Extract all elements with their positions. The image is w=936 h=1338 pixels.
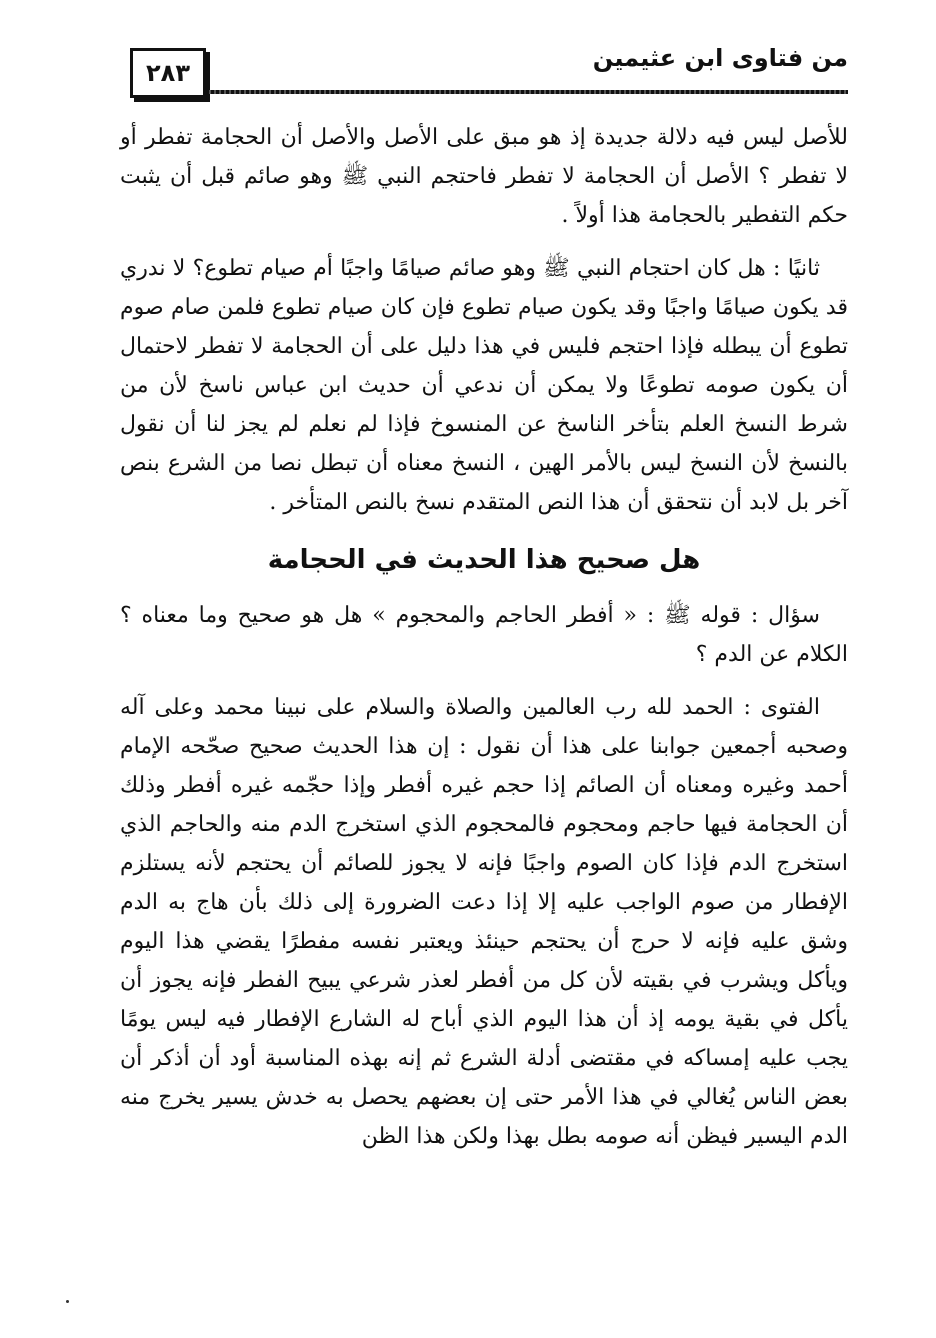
paragraph-continuation: للأصل ليس فيه دلالة جديدة إذ هو مبق على الأصل والأصل أن الحجامة تفطر أو لا تفطر ؟ الأصل أن الحجامة لا تفطر فاحتجم النبي ﷺ وهو صائم قبل أن يثبت حكم التفطير بالحجامة هذا أولاً .: [120, 125, 848, 228]
page-number: ٢٨٣: [146, 59, 190, 87]
page-body: [120, 118, 848, 1156]
paragraph-second-point: ثانيًا : هل كان احتجام النبي ﷺ وهو صائم صيامًا واجبًا أم صيام تطوع؟ لا ندري قد يكون صيامًا واجبًا وقد يكون صيام تطوع فإن كان صيام تطوع فلمن صام صوم تطوع أن يبطله فإذا احتجم فليس في هذا دليل على أن الحجامة لا تفطر لاحتمال أن يكون صومه تطوعًا ولا يمكن أن ندعي أن حديث ابن عباس ناسخ لأن من شرط النسخ العلم بتأخر الناسخ عن المنسوخ فإذا لم نعلم لم يجز لنا أن نقول بالنسخ لأن النسخ ليس بالأمر الهين ، النسخ معناه أن تبطل نصا من الشرع بنص آخر بل لابد أن نتحقق أن هذا النص المتقدم نسخ بالنص المتأخر .: [120, 256, 848, 515]
section-heading: هل صحيح هذا الحديث في الحجامة: [267, 545, 701, 575]
running-title: من فتاوى ابن عثيمين: [592, 44, 848, 72]
page-number-box: [130, 48, 206, 98]
fatwa-paragraph: الفتوى : الحمد لله رب العالمين والصلاة والسلام على نبينا محمد وعلى آله وصحبه أجمعين جوابنا على هذا أن نقول : إن هذا الحديث صحيح صحّحه الإمام أحمد وغيره ومعناه أن الصائم إذا حجم غيره أفطر وإذا حجّمه غيره أفطر وذلك أن الحجامة فيها حاجم ومحجوم فالمحجوم الذي استخرج الدم منه والحاجم الذي استخرج الدم فإذا كان الصوم واجبًا فإنه لا يجوز للصائم أن يحتجم لأنه يستلزم الإفطار من صوم الواجب عليه إلا إذا دعت الضرورة إلى ذلك بأن هاج به الدم وشق عليه فإنه لا حرج أن يحتجم حينئذ ويعتبر نفسه مفطرًا يقضي هذا اليوم ويأكل ويشرب في بقيته لأن كل من أفطر لعذر شرعي يبيح الفطر فإنه يجوز أن يأكل في بقية يومه إذ أن هذا اليوم الذي أباح له الشارع الإفطار فيه ليس يومًا يجب عليه إمساكه في مقتضى أدلة الشرع ثم إنه بهذه المناسبة أود أن أذكر أن بعض الناس يُغالي في هذا الأمر حتى إن بعضهم يحصل به خدش يسير يخرج منه الدم اليسير فيظن أنه صومه بطل بهذا ولكن هذا الظن: [120, 695, 849, 1149]
question-paragraph: سؤال : قوله ﷺ : « أفطر الحاجم والمحجوم » هل هو صحيح وما معناه ؟ الكلام عن الدم ؟: [120, 603, 848, 667]
page-header: [128, 40, 848, 98]
scan-speck: [66, 1300, 69, 1303]
header-rule: [206, 90, 848, 94]
